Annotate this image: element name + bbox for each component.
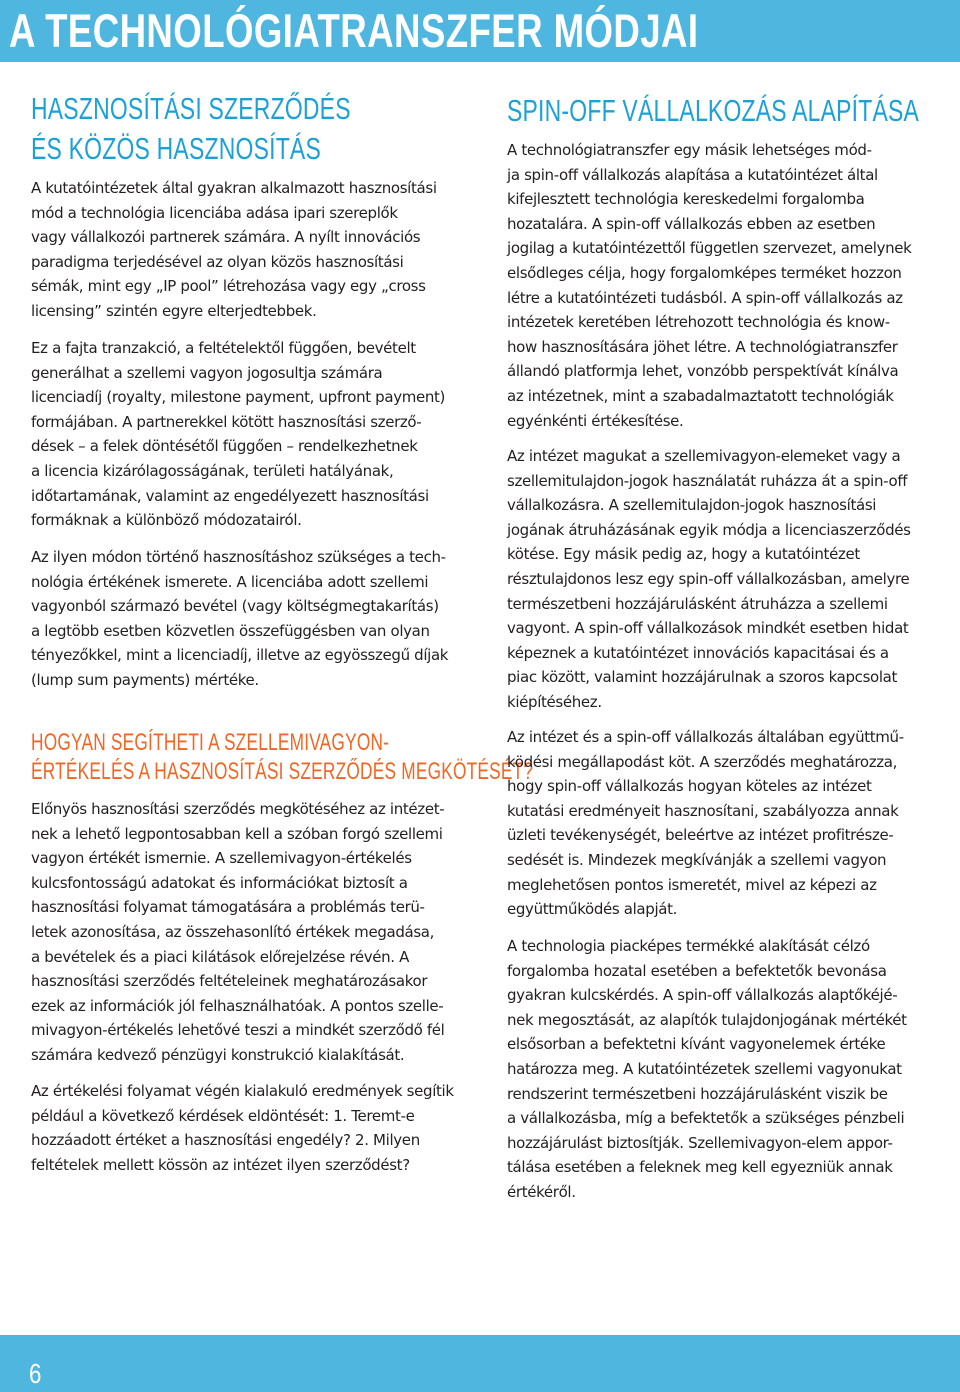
text-line: a licencia kizárólagosságának, területi hatályának, — [31, 461, 394, 480]
text-line: feltételek mellett kössön az intézet ilyen szerződést? — [31, 1155, 410, 1174]
text-line: piac között, valamint hozzájárulnak a szoros kapcsolat — [507, 668, 898, 687]
page-number: 6 — [29, 1358, 42, 1389]
text-line: Az intézet és a spin-off vállalkozás általában együttmű- — [507, 728, 904, 746]
licensing-paragraph-1 — [31, 176, 437, 324]
text-line: Az intézet magukat a szellemivagyon-elemeket vagy a — [507, 447, 901, 465]
text-line: képeznek a kutatóintézet innovációs kapacitásai és a — [507, 643, 889, 662]
text-line: időtartamának, valamint az engedélyezett hasznosítási — [31, 486, 429, 505]
spin-off-paragraph-3 — [507, 725, 904, 922]
text-line: rendszerint természetbeni hozzájárulásként viszik be — [507, 1084, 888, 1103]
text-line: elsődleges célja, hogy forgalomképes terméket hozzon — [507, 263, 902, 282]
text-line: üzleti tevékenységét, beleértve az intézet profitrésze- — [507, 826, 894, 845]
text-line: a vállalkozásba, míg a befektetők a szükséges pénzbeli — [507, 1109, 905, 1128]
text-line: tálása esetében a feleknek meg kell egyezniük annak — [507, 1158, 893, 1177]
licensing-paragraph-3 — [31, 545, 448, 693]
text-line: kiépítéséhez. — [507, 692, 602, 711]
text-line: nológia értékének ismerete. A licenciába adott szellemi — [31, 572, 429, 591]
text-line: formájában. A partnerekkel kötött hasznosítási szerző- — [31, 412, 422, 431]
spin-off-paragraph-1 — [507, 138, 912, 433]
text-line: vagy vállalkozói partnerek számára. A nyílt innovációs — [31, 228, 421, 247]
text-line: vagyonból származó bevétel (vagy költségmegtakarítás) — [31, 597, 439, 616]
text-line: hogy spin-off vállalkozás hogyan köteles az intézet — [507, 777, 872, 796]
text-line: vállalkozásra. A szellemitulajdon-jogok hasznosítási — [507, 496, 877, 515]
section-heading-valuation-line1: HOGYAN SEGÍTHETI A SZELLEMIVAGYON- — [31, 729, 390, 756]
text-line: létre a kutatóintézeti tudásból. A spin-off vállalkozás az — [507, 288, 903, 307]
text-line: letek azonosítása, az összehasonlító értékek megadása, — [31, 922, 435, 941]
text-line: how hasznosítására jöhet létre. A technológiatranszfer — [507, 337, 898, 356]
text-line: értékéről. — [507, 1182, 576, 1201]
section-heading-valuation-line2: ÉRTÉKELÉS A HASZNOSÍTÁSI SZERZŐDÉS MEGKÖTÉSÉT? — [31, 758, 534, 785]
footer-bar — [0, 1335, 960, 1392]
text-line: nek megosztását, az alapítók tulajdonjogának mértékét — [507, 1010, 907, 1029]
text-line: A technológiatranszfer egy másik lehetséges mód- — [507, 141, 872, 159]
text-line: A technologia piacképes termékké alakítását célzó — [507, 937, 870, 955]
text-line: jogilag a kutatóintézettől független szervezet, amelynek — [507, 239, 912, 258]
text-line: intézetek keretében létrehozott technológia és know- — [507, 313, 890, 332]
section-heading-licensing-line1: HASZNOSÍTÁSI SZERZŐDÉS — [31, 91, 351, 126]
text-line: Az értékelési folyamat végén kialakuló eredmények segítik — [31, 1082, 454, 1100]
text-line: jogának átruházásának egyik módja a licenciaszerződés — [507, 520, 911, 539]
page-title: A TECHNOLÓGIATRANSZFER MÓDJAI — [9, 4, 699, 57]
text-line: hozzájárulást biztosítják. Szellemivagyon-elem appor- — [507, 1133, 893, 1152]
header-bar — [0, 0, 960, 62]
text-line: dések – a felek döntésétől függően – rendelkezhetnek — [31, 437, 418, 456]
text-line: számára kedvező pénzügyi konstrukció kialakítását. — [31, 1045, 405, 1064]
text-line: résztulajdonos lesz egy spin-off vállalkozásban, amelyre — [507, 569, 910, 588]
text-line: sémák, mint egy „IP pool” létrehozása vagy egy „cross — [31, 277, 426, 296]
text-line: mód a technológia licenciába adása ipari szereplők — [31, 203, 398, 222]
text-line: nek a lehető legpontosabban kell a szóban forgó szellemi — [31, 824, 443, 843]
text-line: kutatási eredményeit hasznosítani, szabályozza annak — [507, 801, 899, 820]
text-line: elsősorban a befektetni kívánt vagyonelemek értéke — [507, 1035, 886, 1054]
text-line: mivagyon-értékelés lehetővé teszi a mindkét szerződő fél — [31, 1021, 445, 1040]
text-line: határozza meg. A kutatóintézetek szellemi vagyonukat — [507, 1059, 902, 1078]
text-line: sedését is. Mindezek megkívánják a szellemi vagyon — [507, 850, 887, 869]
text-line: hozatalára. A spin-off vállalkozás ebben az esetben — [507, 214, 876, 233]
text-line: hasznosítási folyamat támogatására a problémás terü- — [31, 898, 425, 917]
text-line: állandó platformja lehet, vonzóbb perspektívát kínálva — [507, 362, 899, 381]
text-line: hozzáadott értéket a hasznosítási engedély? 2. Milyen — [31, 1131, 420, 1150]
text-line: szellemitulajdon-jogok használatát ruházza át a spin-off — [507, 471, 908, 490]
text-line: Előnyös hasznosítási szerződés megkötéséhez az intézet- — [31, 800, 445, 818]
text-line: természetbeni hozzájárulásként átruházza a szellemi — [507, 594, 888, 613]
text-line: gyakran kulcskérdés. A spin-off vállalkozás alaptőkéjé- — [507, 986, 898, 1005]
text-line: az intézetnek, mint a szabadalmaztatott technológiák — [507, 386, 894, 405]
text-line: hasznosítási szerződés feltételeinek meghatározásakor — [31, 972, 428, 991]
text-line: forgalomba hozatal esetében a befektetők bevonása — [507, 961, 887, 980]
text-line: vagyon értékét ismernie. A szellemivagyon-értékelés — [31, 849, 412, 868]
text-line: a legtöbb esetben közvetlen összefüggésben van olyan — [31, 621, 430, 640]
text-line: Ez a fajta tranzakció, a feltételektől függően, bevételt — [31, 339, 416, 357]
text-line: meglehetősen pontos ismeretét, mivel az képezi az — [507, 875, 877, 894]
text-line: formáknak a különböző módozatairól. — [31, 511, 302, 530]
text-line: A kutatóintézetek által gyakran alkalmazott hasznosítási — [31, 179, 437, 197]
text-line: ja spin-off vállalkozás alapítása a kutatóintézet által — [507, 165, 878, 184]
text-line: paradigma terjedésével az olyan közös hasznosítási — [31, 252, 404, 271]
valuation-paragraph-2 — [31, 1079, 454, 1177]
spin-off-paragraph-4 — [507, 934, 907, 1205]
text-line: licenciadíj (royalty, milestone payment, upfront payment) — [31, 388, 446, 407]
text-line: Az ilyen módon történő hasznosításhoz szükséges a tech- — [31, 548, 446, 566]
text-line: ködési megállapodást köt. A szerződés meghatározza, — [507, 752, 898, 771]
text-line: generálhat a szellemi vagyon jogosultja számára — [31, 363, 383, 382]
text-line: vagyont. A spin-off vállalkozások mindkét esetben hidat — [507, 619, 909, 638]
text-line: licensing” szintén egyre elterjedtebbek. — [31, 301, 317, 320]
section-heading-licensing-line2: ÉS KÖZÖS HASZNOSÍTÁS — [31, 131, 321, 166]
text-line: kulcsfontosságú adatokat és információkat biztosít a — [31, 873, 408, 892]
text-line: kifejlesztett technológia kereskedelmi forgalomba — [507, 190, 865, 209]
section-heading-spin-off: SPIN-OFF VÁLLALKOZÁS ALAPÍTÁSA — [507, 93, 920, 128]
text-line: ezek az információk jól felhasználhatóak. A pontos szelle- — [31, 996, 444, 1015]
text-line: együttműködés alapját. — [507, 900, 678, 919]
text-line: tényezőkkel, mint a licenciadíj, illetve az egyösszegű díjak — [31, 646, 449, 665]
text-line: kötése. Egy másik pedig az, hogy a kutatóintézet — [507, 545, 860, 564]
text-line: a bevételek és a piaci kilátások előrejelzése révén. A — [31, 947, 410, 966]
text-line: egyénkénti értékesítése. — [507, 411, 684, 430]
valuation-paragraph-1 — [31, 797, 444, 1068]
licensing-paragraph-2 — [31, 336, 445, 533]
spin-off-paragraph-2 — [507, 444, 911, 715]
text-line: például a következő kérdések eldöntését: 1. Teremt-e — [31, 1106, 415, 1125]
text-line: (lump sum payments) mértéke. — [31, 670, 259, 689]
